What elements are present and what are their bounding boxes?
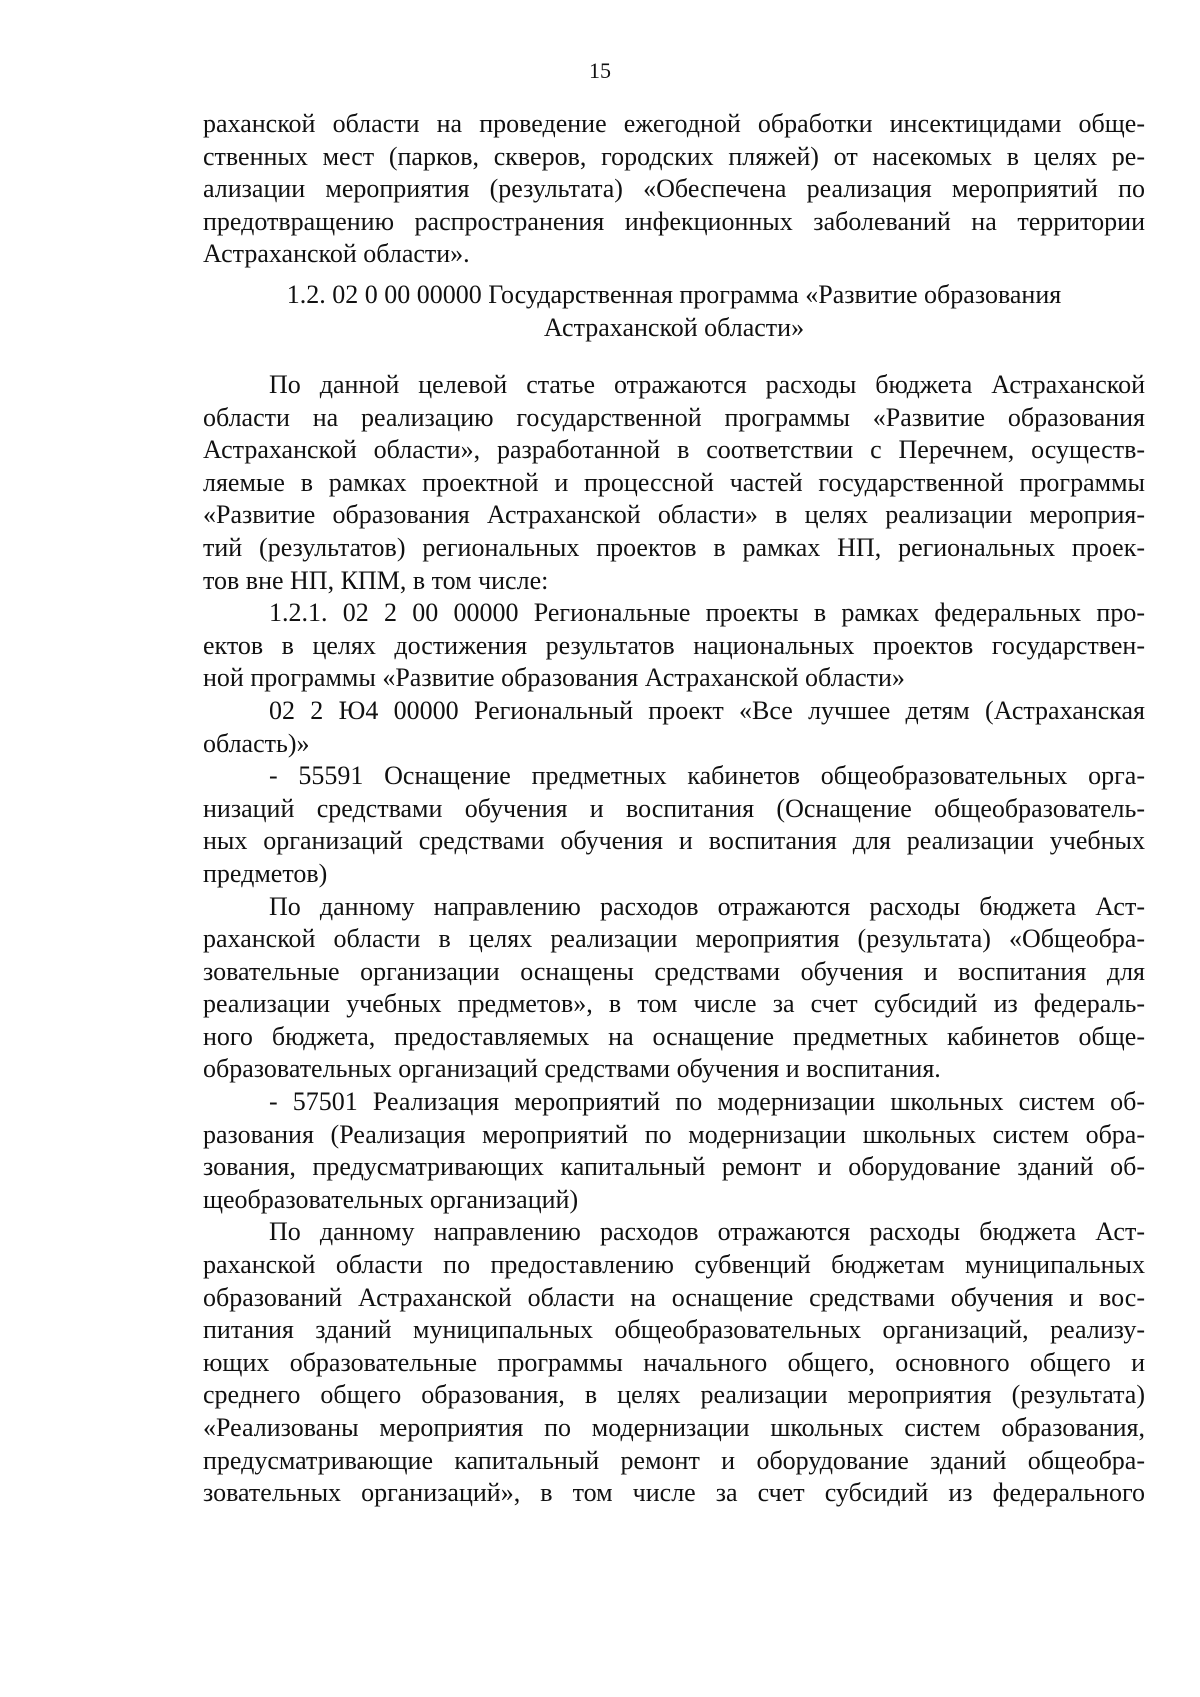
text-line: среднего общего образования, в целях реализации мероприятия (результата) — [203, 1380, 1145, 1410]
text-line: По данному направлению расходов отражаются расходы бюджета Аст- — [269, 891, 1145, 921]
text-line: «Развитие образования Астраханской области» в целях реализации мероприя- — [203, 500, 1145, 530]
text-line: щеобразовательных организаций) — [203, 1184, 579, 1214]
text-line: раханской области по предоставлению субвенций бюджетам муниципальных — [203, 1250, 1145, 1280]
text-line: тий (результатов) региональных проектов в рамках НП, региональных проек- — [203, 532, 1145, 562]
heading-line: 1.2. 02 0 00 00000 Государственная программа «Развитие образования — [286, 280, 1062, 309]
text-line: область)» — [203, 728, 310, 758]
text-line: зовательные организации оснащены средствами обучения и воспитания для — [203, 956, 1145, 986]
text-line: «Реализованы мероприятия по модернизации школьных систем образования, — [203, 1413, 1145, 1442]
text-line: ляемые в рамках проектной и процессной частей государственной программы — [203, 467, 1145, 497]
text-line: низаций средствами обучения и воспитания (Оснащение общеобразователь- — [203, 793, 1145, 823]
text-line: реализации учебных предметов», в том числе за счет субсидий из федераль- — [203, 989, 1145, 1019]
text-line: ственных мест (парков, скверов, городских пляжей) от насекомых в целях ре- — [203, 141, 1145, 171]
text-line: - 55591 Оснащение предметных кабинетов общеобразовательных орга- — [269, 761, 1145, 791]
text-line: раханской области в целях реализации мероприятия (результата) «Общеобра- — [203, 924, 1145, 954]
text-line: раханской области на проведение ежегодной обработки инсектицидами обще- — [203, 109, 1145, 138]
page-number: 15 — [589, 58, 611, 83]
body-text — [203, 369, 1145, 1510]
text-line: По данному направлению расходов отражаются расходы бюджета Аст- — [269, 1217, 1145, 1247]
text-line: ализации мероприятия (результата) «Обеспечена реализация мероприятий по — [203, 174, 1145, 204]
text-line: - 57501 Реализация мероприятий по модернизации школьных систем об- — [269, 1087, 1145, 1117]
text-line: питания зданий муниципальных общеобразовательных организаций, реализу- — [203, 1315, 1145, 1345]
text-line: ного бюджета, предоставляемых на оснащение предметных кабинетов обще- — [203, 1021, 1145, 1051]
text-line: предметов) — [203, 858, 328, 888]
text-line: зовательных организаций», в том числе за счет субсидий из федерального — [203, 1478, 1145, 1508]
section-heading — [203, 279, 1145, 344]
text-line: По данной целевой статье отражаются расходы бюджета Астраханской — [269, 370, 1145, 399]
text-line: тов вне НП, КПМ, в том числе: — [203, 565, 549, 595]
text-line: предотвращению распространения инфекционных заболеваний на территории — [203, 206, 1145, 236]
text-line: предусматривающие капитальный ремонт и оборудование зданий общеобра- — [203, 1445, 1145, 1475]
text-line: Астраханской области», разработанной в соответствии с Перечнем, осуществ- — [203, 435, 1145, 465]
text-line: зования, предусматривающих капитальный ремонт и оборудование зданий об- — [203, 1152, 1145, 1182]
text-line: ющих образовательные программы начального общего, основного общего и — [203, 1347, 1145, 1377]
text-line: ной программы «Развитие образования Астраханской области» — [203, 663, 905, 693]
text-line: 02 2 Ю4 00000 Региональный проект «Все лучшее детям (Астраханская — [269, 695, 1145, 725]
text-line: образовательных организаций средствами обучения и воспитания. — [203, 1054, 941, 1084]
heading-line: Астраханской области» — [543, 312, 805, 342]
text-line: образований Астраханской области на оснащение средствами обучения и вос- — [203, 1282, 1145, 1312]
text-line: разования (Реализация мероприятий по модернизации школьных систем обра- — [203, 1119, 1145, 1149]
text-line: Астраханской области». — [203, 239, 470, 269]
text-line: 1.2.1. 02 2 00 00000 Региональные проекты в рамках федеральных про- — [269, 598, 1145, 628]
text-line: ных организаций средствами обучения и воспитания для реализации учебных — [203, 826, 1145, 856]
text-line: области на реализацию государственной программы «Развитие образования — [203, 402, 1145, 432]
text-line: ектов в целях достижения результатов национальных проектов государствен- — [203, 630, 1145, 660]
intro-paragraph — [203, 108, 1145, 271]
